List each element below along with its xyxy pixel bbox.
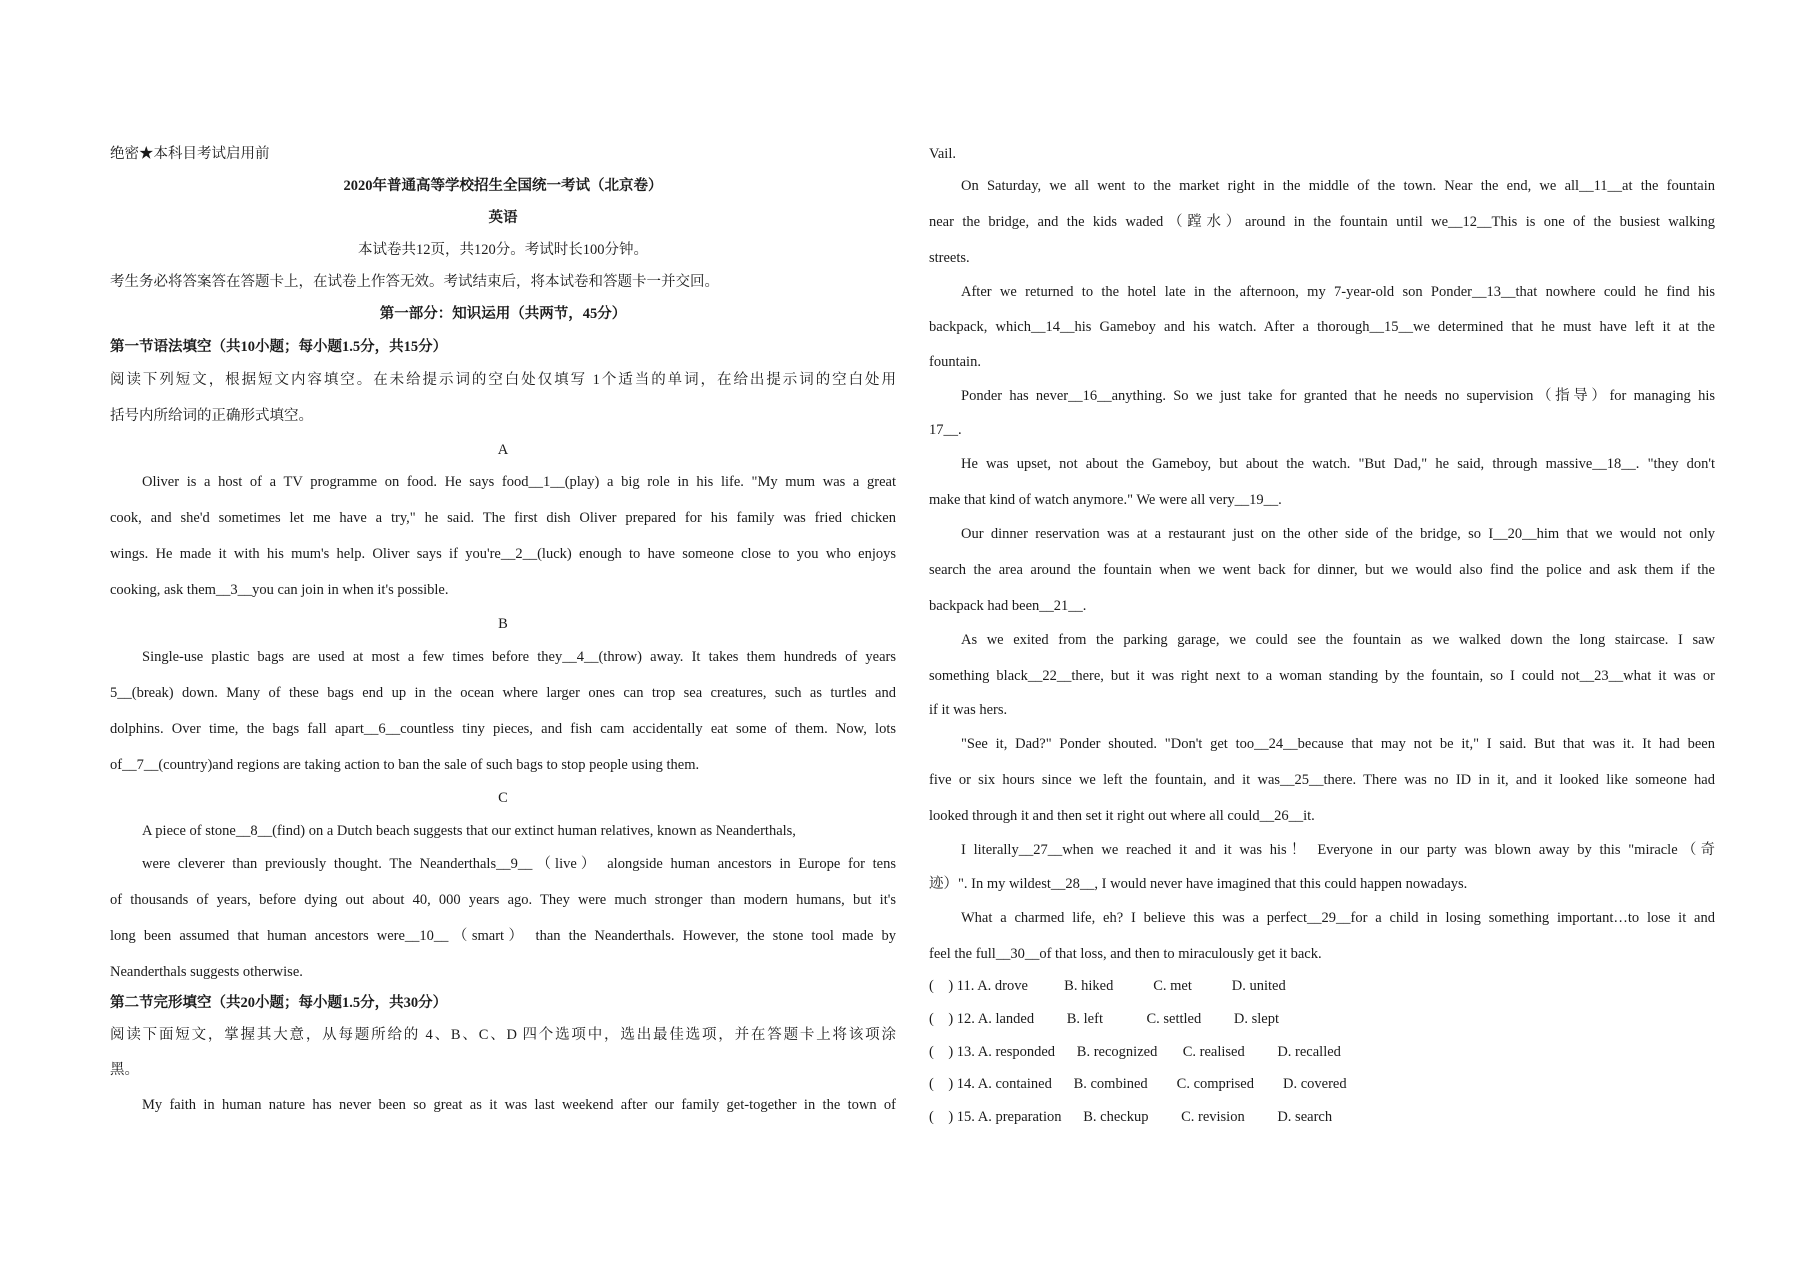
part-one-heading: 第一部分：知识运用（共两节，45分） <box>379 306 627 322</box>
exam-info: 本试卷共12页，共120分。考试时长100分钟。 <box>358 242 648 258</box>
cloze-passage-line: feel the full__30__of that loss, and then to miraculously get it back. <box>929 946 1322 962</box>
passage-b-line: 5__(break) down. Many of these bags end up in the ocean where larger ones can trop sea creatures, such as turtles and <box>110 685 896 701</box>
passage-c-line: of thousands of years, before dying out about 40, 000 years ago. They were much stronger than modern humans, but it's <box>110 892 896 908</box>
cloze-passage-line: My faith in human nature has never been so great as it was last weekend after our family get-together in the town of <box>142 1097 896 1113</box>
passage-a-label: A <box>497 442 509 458</box>
cloze-passage-line: As we exited from the parking garage, we could see the fountain as we walked down the long staircase. I saw <box>961 632 1715 648</box>
passage-b-line: dolphins. Over time, the bags fall apart__6__countless tiny pieces, and fish cam accidentally eat some of them. Now, lots <box>110 721 896 737</box>
cloze-passage-line: backpack had been__21__. <box>929 598 1087 614</box>
passage-c-line: were cleverer than previously thought. The Neanderthals__9__（live） alongside human ancestors in Europe for tens <box>142 856 896 872</box>
cloze-passage-line: something black__22__there, but it was right next to a woman standing by the fountain, so I could not__23__what it was or <box>929 668 1715 684</box>
cloze-passage-line: Our dinner reservation was at a restaurant just on the other side of the bridge, so I__20__him that we would not only <box>961 526 1715 542</box>
left-column <box>110 0 896 1282</box>
cloze-passage-line: looked through it and then set it right out where all could__26__it. <box>929 808 1315 824</box>
section-one-instruction: 阅读下列短文，根据短文内容填空。在未给提示词的空白处仅填写 1个适当的单词，在给出提示词的空白处用 <box>110 372 896 388</box>
exam-notice: 考生务必将答案答在答题卡上，在试卷上作答无效。考试结束后，将本试卷和答题卡一并交回。 <box>110 274 719 290</box>
passage-c-line: Neanderthals suggests otherwise. <box>110 964 303 980</box>
cloze-passage-line: What a charmed life, eh? I believe this was a perfect__29__for a child in losing something important…to lose it and <box>961 910 1715 926</box>
subject-title: 英语 <box>488 210 518 226</box>
cloze-passage-line: search the area around the fountain when we went back for dinner, but we would also find the police and ask them if the <box>929 562 1715 578</box>
cloze-passage-line: 迹）". In my wildest__28__, I would never have imagined that this could happen nowadays. <box>929 876 1468 892</box>
passage-c-line: A piece of stone__8__(find) on a Dutch beach suggests that our extinct human relatives, known as Neanderthals, <box>142 823 796 839</box>
cloze-passage-line: fountain. <box>929 354 981 370</box>
cloze-passage-line: "See it, Dad?" Ponder shouted. "Don't get too__24__because that may not be it," I said. But that was it. It had been <box>961 736 1715 752</box>
cloze-passage-line: He was upset, not about the Gameboy, but about the watch. "But Dad," he said, through massive__18__. "they don't <box>961 456 1715 472</box>
question-11-options: ( ) 11. A. drove B. hiked C. met D. united <box>929 978 1286 994</box>
question-13-options: ( ) 13. A. responded B. recognized C. realised D. recalled <box>929 1044 1341 1060</box>
cloze-passage-line: backpack, which__14__his Gameboy and his watch. After a thorough__15__we determined that he must have left it at the <box>929 319 1715 335</box>
passage-a-line: Oliver is a host of a TV programme on food. He says food__1__(play) a big role in his life. "My mum was a great <box>142 474 896 490</box>
passage-b-line: of__7__(country)and regions are taking action to ban the sale of such bags to stop people using them. <box>110 757 700 773</box>
right-column <box>929 0 1715 1282</box>
section-two-instruction-cont: 黑。 <box>110 1062 139 1078</box>
cloze-passage-line: Ponder has never__16__anything. So we just take for granted that he needs no supervision（指导）for managing his <box>961 388 1715 404</box>
cloze-passage-line: After we returned to the hotel late in the afternoon, my 7-year-old son Ponder__13__that nowhere could he find his <box>961 284 1715 300</box>
passage-b-label: B <box>498 616 508 632</box>
passage-a-line: wings. He made it with his mum's help. Oliver says if you're__2__(luck) enough to have someone close to you who enjoys <box>110 546 896 562</box>
passage-b-line: Single-use plastic bags are used at most a few times before they__4__(throw) away. It takes them hundreds of years <box>142 649 896 665</box>
passage-a-line: cook, and she'd sometimes let me have a try," he said. The first dish Oliver prepared for his family was fried chicken <box>110 510 896 526</box>
section-one-instruction-cont: 括号内所给词的正确形式填空。 <box>110 408 313 424</box>
cloze-passage-line: five or six hours since we left the fountain, and it was__25__there. There was no ID in it, and it looked like someone had <box>929 772 1715 788</box>
cloze-passage-line: if it was hers. <box>929 702 1008 718</box>
cloze-passage-line: near the bridge, and the kids waded（蹚水）around in the fountain until we__12__This is one of the busiest walking <box>929 214 1715 230</box>
question-14-options: ( ) 14. A. contained B. combined C. comprised D. covered <box>929 1076 1347 1092</box>
passage-c-line: long been assumed that human ancestors were__10__（smart） than the Neanderthals. However, the stone tool made by <box>110 928 896 944</box>
cloze-passage-line: Vail. <box>929 146 956 162</box>
cloze-passage-line: streets. <box>929 250 970 266</box>
section-one-heading: 第一节语法填空（共10小题；每小题1.5分，共15分） <box>110 339 448 355</box>
exam-title: 2020年普通高等学校招生全国统一考试（北京卷） <box>343 178 663 194</box>
confidential-note: 绝密★本科目考试启用前 <box>110 146 270 162</box>
cloze-passage-line: make that kind of watch anymore." We were all very__19__. <box>929 492 1282 508</box>
section-two-instruction: 阅读下面短文，掌握其大意，从每题所给的 4、B、C、D 四个选项中，选出最佳选项，并在答题卡上将该项涂 <box>110 1027 896 1043</box>
cloze-passage-line: 17__. <box>929 422 962 438</box>
passage-a-line: cooking, ask them__3__you can join in when it's possible. <box>110 582 449 598</box>
passage-c-label: C <box>498 790 508 806</box>
cloze-passage-line: I literally__27__when we reached it and it was his！ Everyone in our party was blown away by this "miracle（奇 <box>961 842 1715 858</box>
question-15-options: ( ) 15. A. preparation B. checkup C. revision D. search <box>929 1109 1333 1125</box>
cloze-passage-line: On Saturday, we all went to the market right in the middle of the town. Near the end, we all__11__at the fountain <box>961 178 1715 194</box>
section-two-heading: 第二节完形填空（共20小题；每小题1.5分，共30分） <box>110 995 448 1011</box>
question-12-options: ( ) 12. A. landed B. left C. settled D. slept <box>929 1011 1279 1027</box>
